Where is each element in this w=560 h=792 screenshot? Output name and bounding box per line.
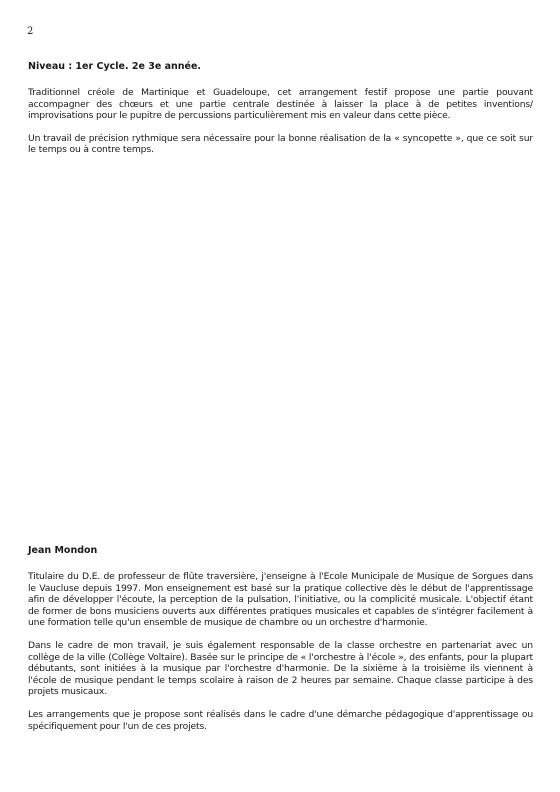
author-heading: Jean Mondon xyxy=(28,545,98,556)
level-heading: Niveau : 1er Cycle. 2e 3e année. xyxy=(28,61,202,72)
level-section xyxy=(28,61,533,167)
author-section xyxy=(28,545,533,743)
author-paragraph-3: Les arrangements que je propose sont réalisés dans le cadre d'une démarche pédagogique d'apprentissage ou spécifiquement pour l'un de ces projets. xyxy=(28,708,533,732)
page-number: 2 xyxy=(27,26,34,37)
level-paragraph-2: Un travail de précision rythmique sera nécessaire pour la bonne réalisation de la « syncopette », que ce soit sur le temps ou à contre temps. xyxy=(28,132,533,156)
level-paragraph-1: Traditionnel créole de Martinique et Guadeloupe, cet arrangement festif propose une partie pouvant accompagner des chœurs et une partie centrale destinée à laisser la place à de petites inventions/ improvisations pour le pupitre de percussions particulièrement mis en valeur dans cette pièce. xyxy=(28,87,533,122)
author-paragraph-2: Dans le cadre de mon travail, je suis également responsable de la classe orchestre en partenariat avec un collège de la ville (Collège Voltaire). Basée sur le principe de « l'orchestre à l'école », des enfants, pour la plupart débutants, sont initiées à la musique par l'orchestre d'harmonie. De la sixième à la troisième ils viennent à l'école de musique pendant le temps scolaire à raison de 2 heures par semaine. Chaque classe participe à des projets musicaux. xyxy=(28,639,533,698)
author-paragraph-1: Titulaire du D.E. de professeur de flûte traversière, j'enseigne à l'Ecole Municipale de Musique de Sorgues dans le Vaucluse depuis 1997. Mon enseignement est basé sur la pratique collective dès le début de l'apprentissage afin de développer l'écoute, la perception de la pulsation, l'initiative, ou la complicité musicale. L'objectif étant de former de bons musiciens ouverts aux différentes pratiques musicales et capables de s'intégrer facilement à une formation telle qu'un ensemble de musique de chambre ou un orchestre d'harmonie. xyxy=(28,571,533,629)
